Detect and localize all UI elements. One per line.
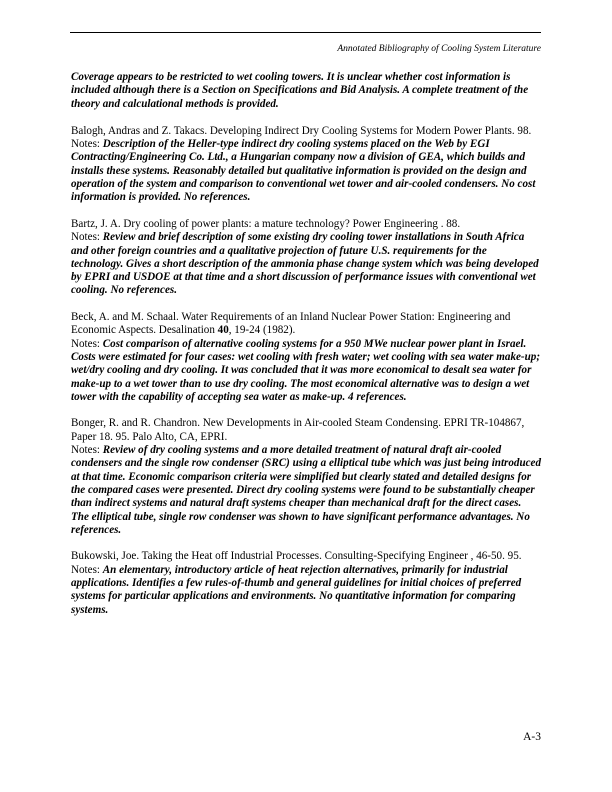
running-header: Annotated Bibliography of Cooling System Literature — [337, 44, 541, 54]
entry-notes — [71, 444, 541, 537]
citation-text: Beck, A. and M. Schaal. Water Requirements of an Inland Nuclear Power Station: Engineering and Economic Aspects. Desalination — [71, 311, 511, 337]
entry-notes — [71, 338, 541, 404]
notes-text: An elementary, introductory article of heat rejection alternatives, primarily for industrial applications. Identifies a few rules-of-thumb and general guidelines for initial choices of preferred systems for particular applications and environments. No quantitative information for comparing systems. — [71, 563, 522, 616]
entry-citation — [71, 550, 541, 563]
citation-text: Bartz, J. A. Dry cooling of power plants: a mature technology? Power Engineering . 88. — [71, 217, 461, 230]
bibliography-entry — [71, 311, 541, 404]
notes-label: Notes: — [71, 138, 100, 151]
notes-text: Description of the Heller-type indirect dry cooling systems placed on the Web by EGI Contracting/Engineering Co. Ltd., a Hungarian company now a division of GEA, which builds and installs these systems. Reasonably detailed but qualitative information is provided on the design and operation of the system and comparison to conventional wet tower and air-cooled condensers. No cost information is provided. No references. — [71, 138, 536, 204]
continued-note: Coverage appears to be restricted to wet cooling towers. It is unclear whether cost information is included although there is a Section on Specifications and Bid Analysis. A complete treatment of the theory and calculational methods is provided. — [71, 71, 529, 110]
bibliography-entry — [71, 125, 541, 205]
header-rule — [70, 32, 541, 33]
bibliography-entry — [71, 218, 541, 298]
entry-citation — [71, 125, 541, 138]
citation-text: Balogh, Andras and Z. Takacs. Developing Indirect Dry Cooling Systems for Modern Power Plants. 98. — [71, 124, 532, 137]
citation-text: Bukowski, Joe. Taking the Heat off Industrial Processes. Consulting-Specifying Engineer , 46-50. 95. — [71, 550, 522, 563]
page-number: A-3 — [523, 731, 541, 743]
entry-citation — [71, 218, 541, 231]
notes-text: Cost comparison of alternative cooling systems for a 950 MWe nuclear power plant in Israel. Costs were estimated for four cases: wet cooling with fresh water; wet cooling with sea water make-up; wet/dry cooling and dry cooling. It was concluded that it was more economical to desalt sea water for make-up to a wet tower than to use dry cooling. The most economical alternative was to design a wet tower with the capability of accepting sea water as make-up. 4 references. — [71, 337, 541, 403]
notes-label: Notes: — [71, 563, 100, 576]
page-content — [71, 71, 541, 630]
bibliography-entry — [71, 550, 541, 616]
entry-notes — [71, 231, 541, 297]
citation-text: Bonger, R. and R. Chandron. New Developments in Air-cooled Steam Condensing. EPRI TR-104867, Paper 18. 95. Palo Alto, CA, EPRI. — [71, 417, 525, 443]
notes-label: Notes: — [71, 337, 100, 350]
entry-notes — [71, 138, 541, 204]
bibliography-entry — [71, 417, 541, 537]
citation-volume: 40 — [217, 324, 229, 337]
notes-label: Notes: — [71, 231, 100, 244]
citation-pages: , 19-24 (1982). — [228, 324, 296, 337]
entry-citation — [71, 417, 541, 444]
entry-notes — [71, 564, 541, 617]
notes-text: Review and brief description of some existing dry cooling tower installations in South Africa and other foreign countries and a qualitative projection of future U.S. requirements for the technology. Gives a short description of the ammonia phase change system which was being developed by EPRI and USDOE at that time and a short discussion of performance issues with conventional wet cooling. No references. — [71, 231, 539, 297]
entry-citation — [71, 311, 541, 338]
notes-text: Review of dry cooling systems and a more detailed treatment of natural draft air-cooled condensers and the single row condenser (SRC) using a elliptical tube which was just being introduced at that time. Economic comparison criteria were simplified but clearly stated and detailed designs for the compared cases were presented. Direct dry cooling systems were found to be substantially cheaper than indirect systems and natural draft systems cheaper than mechanical draft for the direct cases. The elliptical tube, single row condenser was shown to have significant performance advantages. No references. — [71, 444, 542, 536]
notes-label: Notes: — [71, 444, 100, 457]
